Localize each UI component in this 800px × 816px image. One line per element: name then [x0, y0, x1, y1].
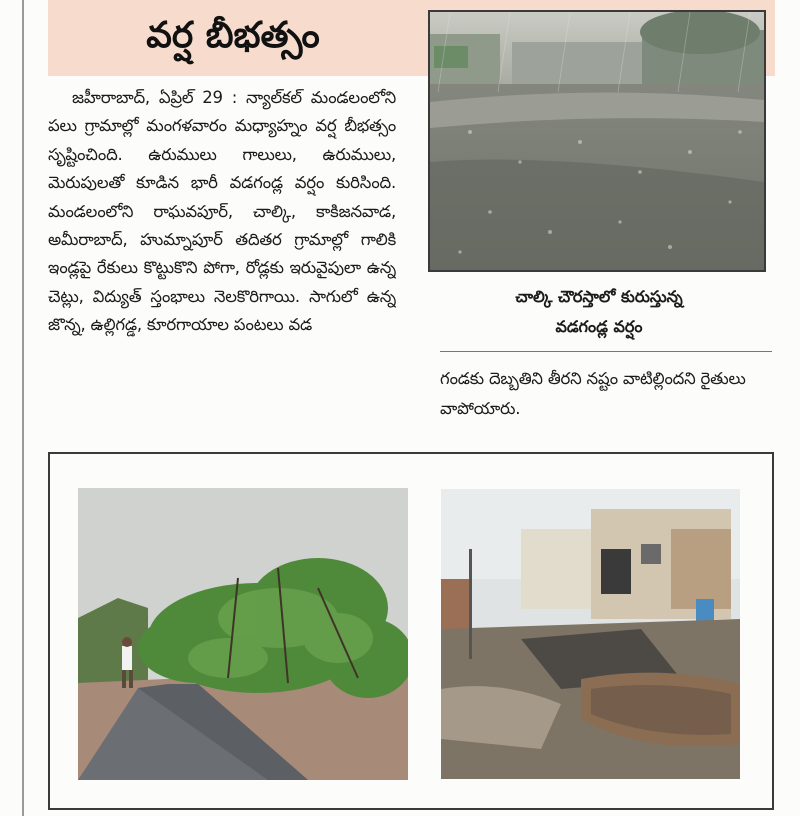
- photo-caption-line-1: చాల్కి చౌరస్తాలో కురుస్తున్న: [515, 287, 683, 306]
- flooded-street-photo: [441, 489, 740, 779]
- article-continuation: గండకు దెబ్బతిని తీరని నష్టం వాటిల్లిందని రైతులు వాపోయారు.: [440, 369, 746, 418]
- section-divider: [440, 351, 772, 352]
- article-body: జహీరాబాద్, ఏప్రిల్ 29 : న్యాల్‌కల్ మండలంలోని పలు గ్రామాల్లో మంగళవారం మధ్యాహ్నం వర్ష బీభత్సం సృష్టించింది. ఉరుములు గాలులు, ఉరుములు, మెరుపులతో కూడిన భారీ వడగండ్ల వర్షం కురిసింది. మండలంలోని రాఘవపూర్, చాల్కి, కాకిజనవాడ, అమీరాబాద్, హుమ్నాపూర్ తదితర గ్రామాల్లో గాలికి ఇండ్లపై రేకులు కొట్టుకొని పోగా, రోడ్లకు ఇరువైపులా ఉన్న చెట్లు, విద్యుత్ స్తంభాలు నెలకొరిగాయి. సాగులో ఉన్న జొన్న, ఉల్లిగడ్డ, కూరగాయాల పంటలు వడ: [48, 88, 396, 335]
- column-rule: [22, 0, 24, 816]
- hailstorm-road-photo: [428, 10, 766, 272]
- article-headline: వర్ష బీభత్సం: [146, 15, 320, 56]
- photo-caption: [440, 282, 758, 342]
- fallen-tree-photo: [78, 488, 408, 780]
- photo-caption-line-2: వడగండ్ల వర్షం: [555, 317, 643, 336]
